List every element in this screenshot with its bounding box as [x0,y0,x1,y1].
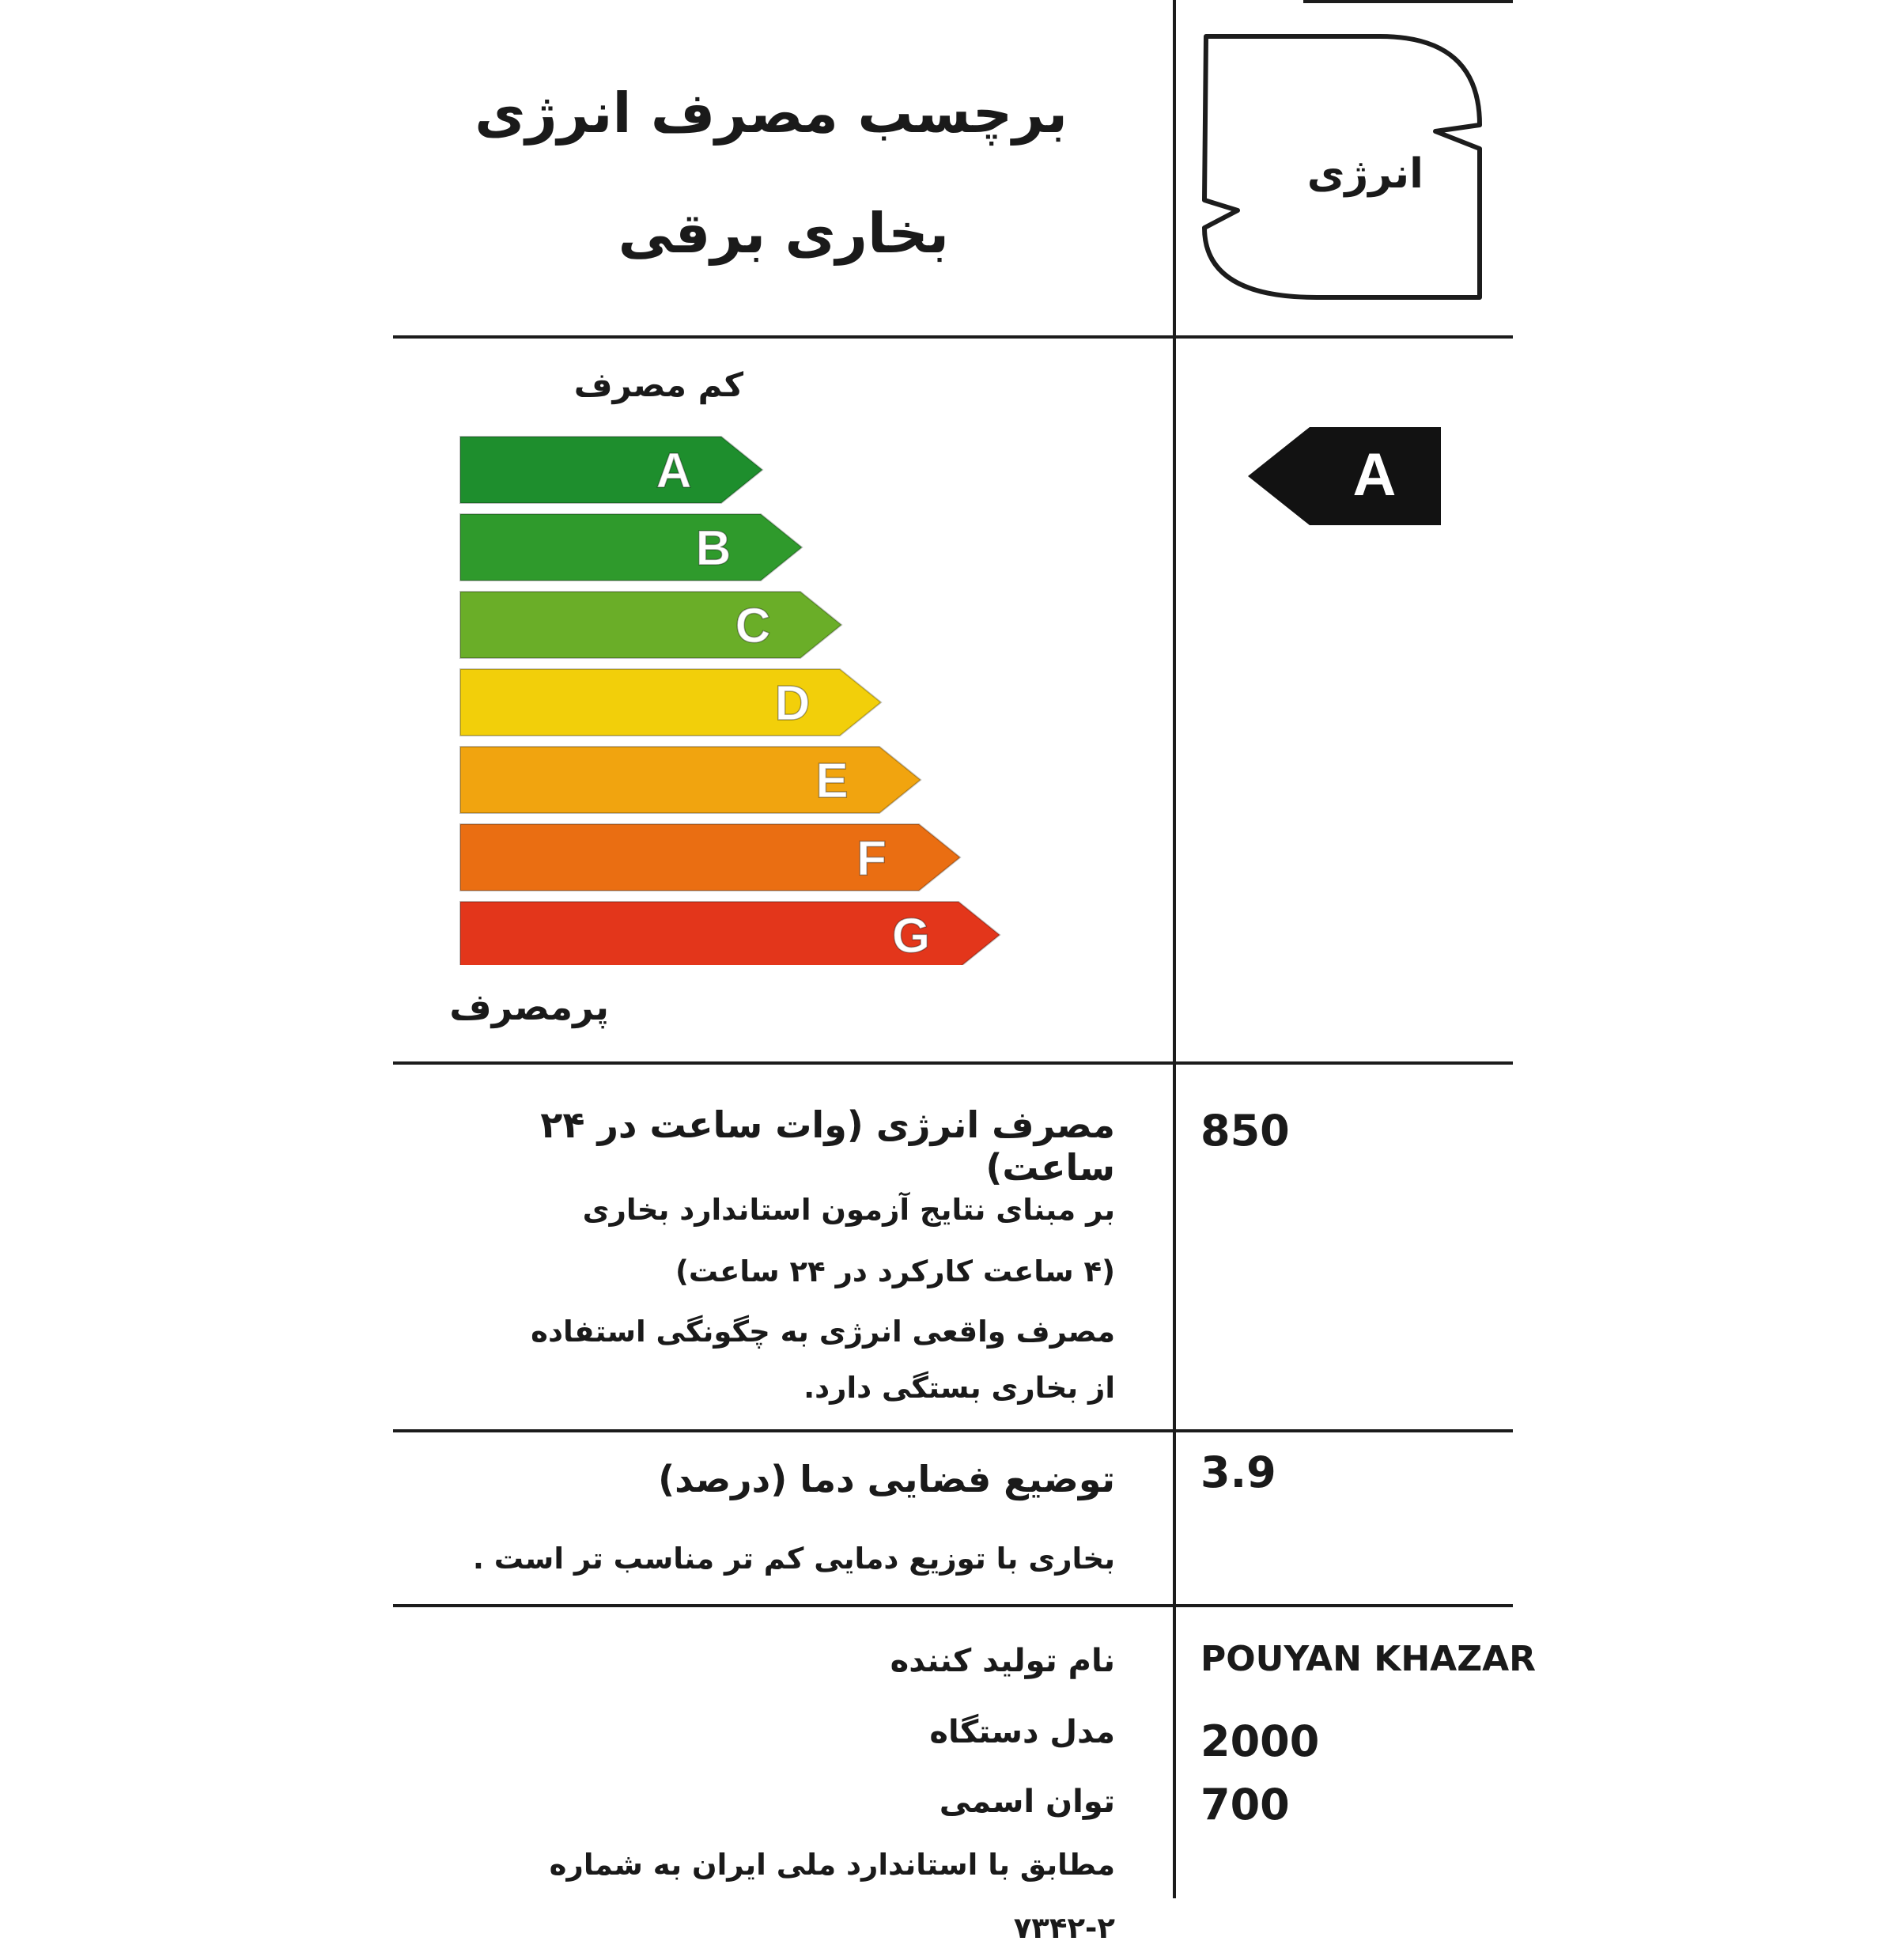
row-divider-consumption [393,1429,1513,1432]
scale-band-f [460,824,960,891]
model-value: 2000 [1200,1716,1320,1766]
distribution-heading: توضیع فضایی دما (درصد) [658,1458,1115,1500]
rating-arrow [1248,426,1446,527]
top-edge-mark [1303,0,1513,3]
power-label: توان اسمی [939,1784,1115,1820]
label-title-line2: بخاری برقی [618,201,949,266]
distribution-value: 3.9 [1200,1447,1276,1497]
energy-logo-text: انرژی [1306,150,1424,198]
manufacturer-label: نام تولید کننده [890,1643,1115,1679]
distribution-note: بخاری با توزیع دمایی کم تر مناسب تر است . [472,1542,1115,1576]
scale-band-g [460,902,1000,965]
scale-band-d [460,669,881,736]
consumption-heading: مصرف انرژی (وات ساعت در ۲۴ ساعت) [540,1103,1115,1189]
consumption-note-3: مصرف واقعی انرژی به چگونگی استفاده [531,1315,1115,1349]
standard-reference: مطابق با استاندارد ملی ایران به شماره ۲-۷۳۴۲ [549,1848,1115,1945]
scale-band-letter: A [656,444,692,498]
manufacturer-value: POUYAN KHAZAR [1200,1639,1537,1679]
scale-band-shape [460,437,762,503]
scale-band-e [460,747,921,813]
row-divider-scale [393,1061,1513,1065]
scale-band-letter: C [735,599,771,653]
rating-letter: A [1352,441,1397,509]
efficiency-scale [451,427,1036,965]
row-divider-distribution [393,1604,1513,1607]
scale-band-letter: F [856,831,887,886]
consumption-note-1: بر مبنای نتایج آزمون استاندارد بخاری [582,1193,1115,1227]
scale-band-b [460,514,802,581]
column-divider [1173,0,1176,1898]
scale-band-shape [460,514,802,581]
consumption-note-4: از بخاری بستگی دارد. [803,1371,1115,1405]
high-consumption-label: پرمصرف [449,986,609,1028]
row-divider-header [393,335,1513,339]
consumption-value: 850 [1200,1106,1290,1156]
label-title-line1: برچسب مصرف انرژی [475,81,1068,146]
scale-band-shape [460,747,921,813]
scale-band-letter: D [774,676,811,731]
scale-band-a [460,437,762,503]
model-label: مدل دستگاه [929,1714,1115,1750]
scale-band-letter: E [815,754,849,808]
scale-band-letter: G [891,909,931,963]
consumption-note-2: (۴ ساعت کارکرد در ۲۴ ساعت) [675,1254,1115,1288]
scale-band-letter: B [695,521,732,576]
power-value: 700 [1200,1780,1290,1829]
scale-band-shape [460,669,881,736]
scale-band-shape [460,592,841,658]
low-consumption-label: کم مصرف [573,365,743,404]
scale-band-c [460,592,841,658]
